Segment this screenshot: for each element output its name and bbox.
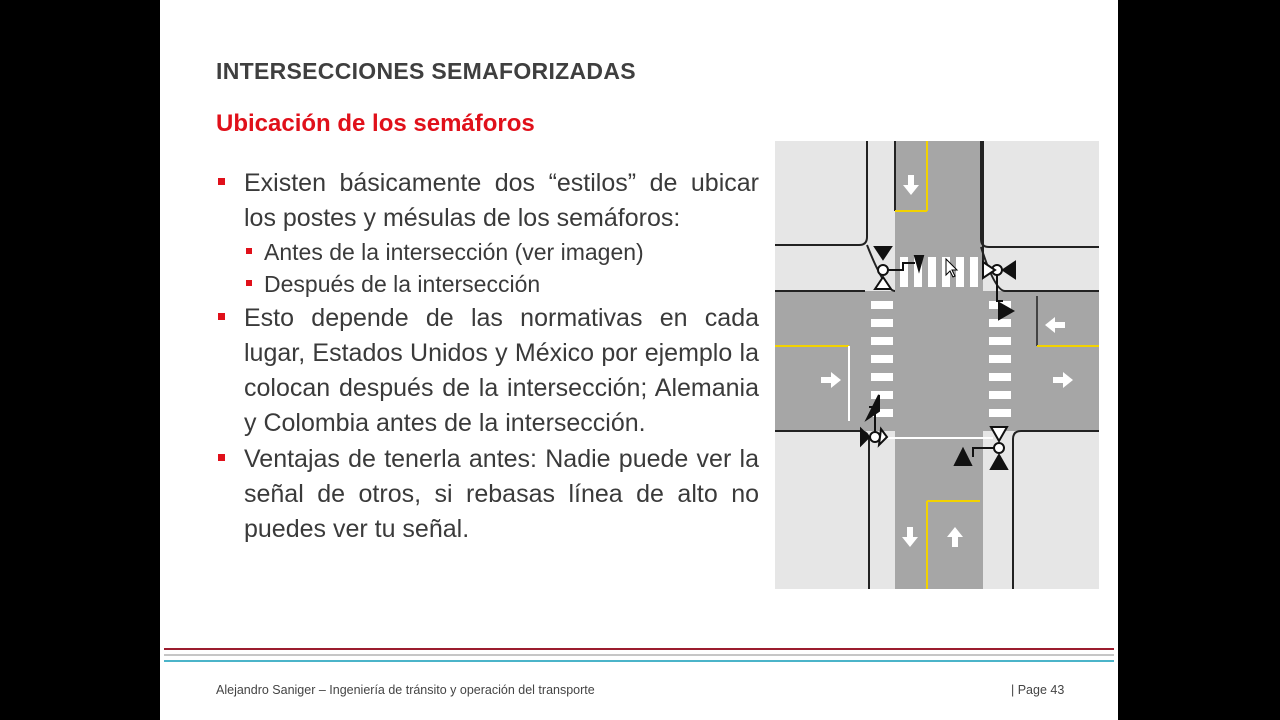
- slide: [160, 0, 1118, 720]
- slide-title: INTERSECCIONES SEMAFORIZADAS: [216, 58, 636, 84]
- bullet-marker: [246, 280, 252, 286]
- bullet-text: Ventajas de tenerla antes: Nadie puede ver la señal de otros, si rebasas línea de alto no puedes ver tu señal.: [244, 445, 759, 543]
- slide-subtitle: Ubicación de los semáforos: [216, 110, 535, 137]
- intersection-traffic-signals-diagram: [775, 141, 1099, 589]
- bullet-item: [216, 166, 759, 300]
- sub-bullet-list: [244, 236, 759, 300]
- footer-author: Alejandro Saniger – Ingeniería de tránsito y operación del transporte: [216, 683, 595, 697]
- bullet-marker: [218, 178, 225, 185]
- bullet-text: Existen básicamente dos “estilos” de ubicar los postes y mésulas de los semáforos:: [244, 169, 759, 232]
- sub-bullet-text: Después de la intersección: [264, 271, 541, 297]
- sub-bullet-item: [244, 236, 759, 268]
- bullet-marker: [218, 313, 225, 320]
- bullet-list: [216, 166, 759, 548]
- footer-rule-teal: [164, 660, 1114, 662]
- bullet-item: [216, 301, 759, 441]
- page-number: | Page 43: [1011, 683, 1065, 697]
- footer-rules: [164, 648, 1114, 666]
- bullet-item: [216, 442, 759, 547]
- bullet-text: Esto depende de las normativas en cada lugar, Estados Unidos y México por ejemplo la colocan después de la intersección; Alemania y Colombia antes de la intersección.: [244, 304, 759, 437]
- sub-bullet-item: [244, 268, 759, 300]
- bullet-marker: [218, 454, 225, 461]
- east-west-road: [775, 291, 1099, 431]
- sub-bullet-text: Antes de la intersección (ver imagen): [264, 239, 644, 265]
- footer-rule-gray: [164, 654, 1114, 656]
- footer-rule-red: [164, 648, 1114, 650]
- bullet-marker: [246, 248, 252, 254]
